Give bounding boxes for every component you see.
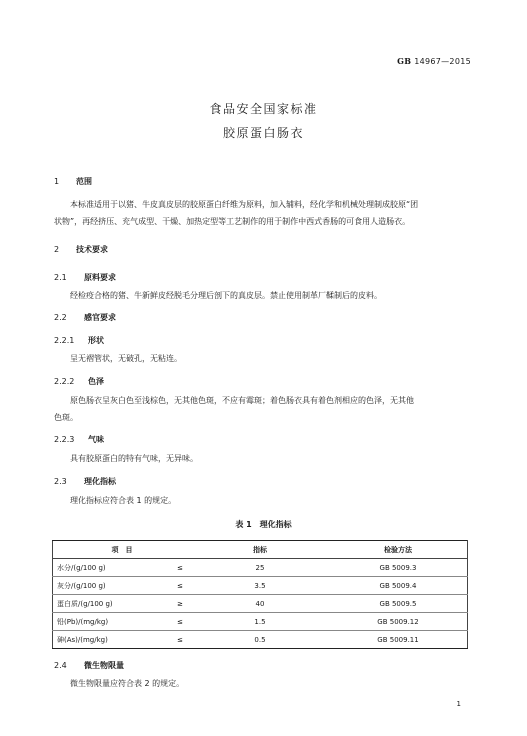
- row-value: 25: [191, 559, 329, 577]
- section-1-heading: [54, 176, 92, 187]
- row-method: GB 5009.11: [329, 631, 468, 649]
- section-title: 原料要求: [84, 273, 116, 282]
- column-header-method: 检验方法: [329, 541, 468, 559]
- table-row: [53, 595, 468, 613]
- section-number: 1: [54, 177, 60, 186]
- section-2-3-heading: [54, 476, 116, 487]
- row-operator: ≤: [169, 631, 191, 649]
- section-2-2-3-heading: [54, 434, 104, 445]
- row-operator: ≤: [169, 577, 191, 595]
- row-value: 3.5: [191, 577, 329, 595]
- standard-number: 14967—2015: [414, 57, 471, 66]
- section-2-3-text: 理化指标应符合表 1 的规定。: [70, 496, 177, 505]
- section-title: 范围: [76, 177, 92, 186]
- section-number: 2.1: [54, 273, 67, 282]
- section-title: 微生物限量: [84, 661, 124, 670]
- section-title: 色泽: [88, 377, 104, 386]
- table-header-row: [53, 541, 468, 559]
- section-2-1-heading: [54, 272, 116, 283]
- section-title: 感官要求: [84, 313, 116, 322]
- row-value: 0.5: [191, 631, 329, 649]
- section-number: 2.4: [54, 661, 67, 670]
- section-2-2-3-text: 具有胶原蛋白的特有气味，无异味。: [70, 454, 198, 463]
- section-2-heading: [54, 244, 108, 255]
- page-number: 1: [456, 700, 461, 708]
- row-method: GB 5009.3: [329, 559, 468, 577]
- section-number: 2: [54, 245, 60, 254]
- section-number: 2.2.3: [54, 435, 75, 444]
- physicochemical-table: [52, 540, 468, 649]
- section-number: 2.2.2: [54, 377, 75, 386]
- section-2-2-2-heading: [54, 376, 104, 387]
- section-2-2-2-line2: 色斑。: [54, 413, 78, 422]
- section-title: 理化指标: [84, 477, 116, 486]
- row-operator: ≥: [169, 595, 191, 613]
- section-number: 2.2: [54, 313, 67, 322]
- section-2-4-text: 微生物限量应符合表 2 的规定。: [70, 679, 185, 688]
- row-value: 1.5: [191, 613, 329, 631]
- row-operator: ≤: [169, 613, 191, 631]
- table-row: [53, 559, 468, 577]
- section-2-2-2-line1: 原色肠衣呈灰白色至浅棕色，无其他色斑，不应有霉斑；着色肠衣具有着色剂相应的色泽，无其他: [70, 396, 414, 405]
- section-2-2-1-heading: [54, 335, 104, 346]
- row-method: GB 5009.5: [329, 595, 468, 613]
- section-number: 2.2.1: [54, 336, 75, 345]
- row-item: 铅(Pb)/(mg/kg): [53, 613, 170, 631]
- section-1-line1: 本标准适用于以猪、牛皮真皮层的胶原蛋白纤维为原料，加入辅料，经化学和机械处理制成胶原“团: [70, 200, 419, 209]
- row-method: GB 5009.4: [329, 577, 468, 595]
- row-item: 水分/(g/100 g): [53, 559, 170, 577]
- row-item: 砷(As)/(mg/kg): [53, 631, 170, 649]
- section-title: 形状: [88, 336, 104, 345]
- row-item: 灰分/(g/100 g): [53, 577, 170, 595]
- table-row: [53, 613, 468, 631]
- row-method: GB 5009.12: [329, 613, 468, 631]
- table-caption: 表 1 理化指标: [235, 520, 292, 529]
- document-title-line1: 食品安全国家标准: [209, 102, 318, 116]
- column-header-index: 指标: [191, 541, 329, 559]
- standard-code: [397, 56, 471, 66]
- section-1-line2: 状物”，再经挤压、充气成型、干燥、加热定型等工艺制作的用于制作中西式香肠的可食用人造肠衣。: [54, 217, 411, 226]
- section-2-2-heading: [54, 312, 116, 323]
- row-item: 蛋白质/(g/100 g): [53, 595, 170, 613]
- section-2-4-heading: [54, 660, 124, 671]
- section-2-2-1-text: 呈无褶管状，无破孔，无粘连。: [70, 354, 182, 363]
- section-2-1-text: 经检疫合格的猪、牛新鲜皮经脱毛分理后剖下的真皮层。禁止使用制革厂鞣制后的皮料。: [70, 291, 382, 300]
- standard-prefix: GB: [397, 56, 412, 66]
- table-row: [53, 577, 468, 595]
- section-title: 气味: [88, 435, 104, 444]
- table-row: [53, 631, 468, 649]
- row-operator: ≤: [169, 559, 191, 577]
- document-title-line2: 胶原蛋白肠衣: [222, 126, 304, 140]
- section-title: 技术要求: [76, 245, 108, 254]
- section-number: 2.3: [54, 477, 67, 486]
- row-value: 40: [191, 595, 329, 613]
- column-header-item: 项 目: [53, 541, 192, 559]
